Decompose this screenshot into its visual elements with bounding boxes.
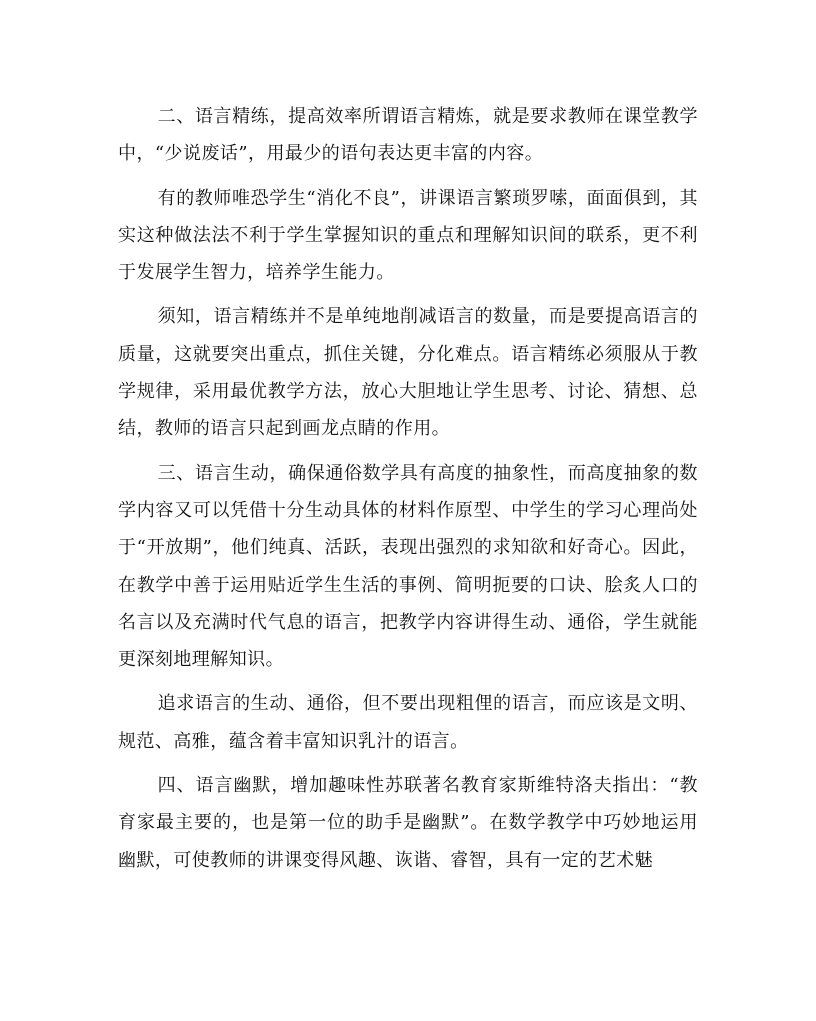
document-body xyxy=(118,98,698,886)
paragraph-3: 须知，语言精练并不是单纯地削减语言的数量，而是要提高语言的质量，这就要突出重点，抓住关键，分化难点。语言精练必须服从于教学规律，采用最优教学方法，放心大胆地让学生思考、讨论、猜想、总结，教师的语言只起到画龙点睛的作用。 xyxy=(118,306,698,440)
paragraph-1: 二、语言精练，提高效率所谓语言精炼，就是要求教师在课堂教学中，“少说废话”，用最少的语句表达更丰富的内容。 xyxy=(118,106,698,165)
paragraph-2: 有的教师唯恐学生“消化不良”，讲课语言繁琐罗嗦，面面俱到，其实这种做法法不利于学生掌握知识的重点和理解知识间的联系，更不利于发展学生智力，培养学生能力。 xyxy=(118,187,698,284)
paragraph-4: 三、语言生动，确保通俗数学具有高度的抽象性，而高度抽象的数学内容又可以凭借十分生动具体的材料作原型、中学生的学习心理尚处于“开放期”，他们纯真、活跃，表现出强烈的求知欲和好奇心。因此，在教学中善于运用贴近学生生活的事例、简明扼要的口诀、脍炙人口的名言以及充满时代气息的语言，把教学内容讲得生动、通俗，学生就能更深刻地理解知识。 xyxy=(118,462,698,671)
paragraph-5: 追求语言的生动、通俗，但不要出现粗俚的语言，而应该是文明、规范、高雅，蕴含着丰富知识乳汁的语言。 xyxy=(118,693,698,752)
paragraph-6: 四、语言幽默，增加趣味性苏联著名教育家斯维特洛夫指出：“教育家最主要的，也是第一位的助手是幽默”。在数学教学中巧妙地运用幽默，可使教师的讲课变得风趣、诙谐、睿智，具有一定的艺术魅 xyxy=(118,775,698,871)
